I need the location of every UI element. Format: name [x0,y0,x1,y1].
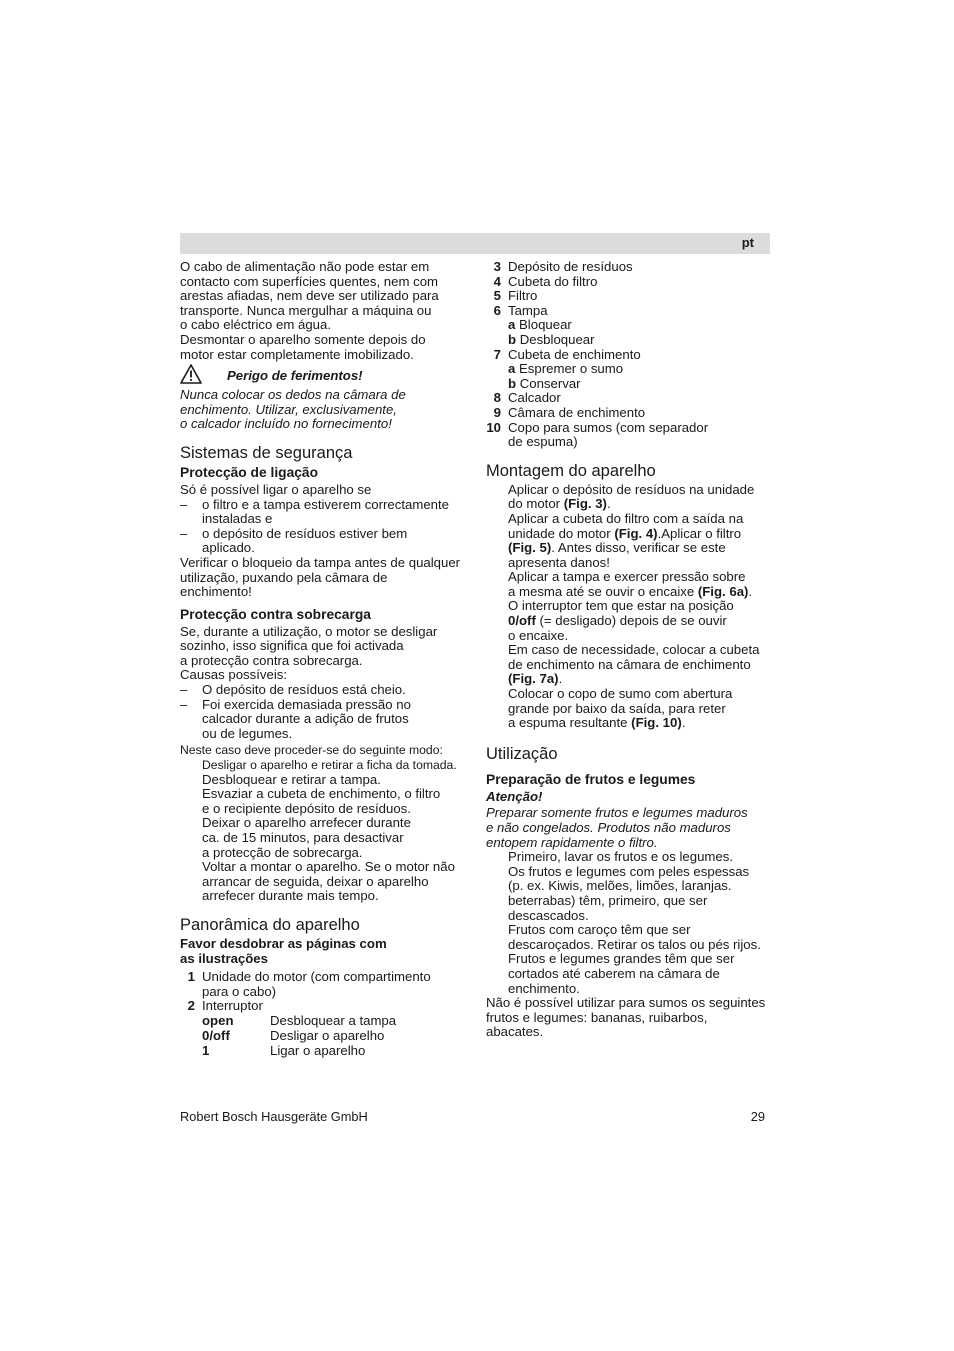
list-item: – o depósito de resíduos estiver bem aplicado. [180,527,468,556]
subsection-title-switch-protection: Protecção de ligação [180,464,319,480]
part-item-10: 10 Copo para sumos (com separador de espuma) [486,419,709,450]
part-item-9: 9 Câmara de enchimento [493,404,646,420]
section-title-usage: Utilização [486,744,558,763]
assembly-step: Colocar o copo de sumo com abertura grande por baixo da saída, para reter a espuma resultante (Fig. 10). [508,686,733,731]
procedure-step: Deixar o aparelho arrefecer durante ca. de 15 minutos, para desactivar a protecção de sobrecarga. [202,815,411,860]
assembly-step: O interruptor tem que estar na posição 0/off (= desligado) depois de se ouvir o encaixe. [508,598,734,643]
section-title-overview: Panorâmica do aparelho [180,915,360,934]
section-title-assembly: Montagem do aparelho [486,461,656,480]
footer-company: Robert Bosch Hausgeräte GmbH [180,1109,368,1124]
left-column [180,260,468,1060]
unsuitable-fruits-note: Não é possível utilizar para sumos os seguintes frutos e legumes: bananas, ruibarbos, abacates. [486,995,766,1040]
procedure-step: Desbloquear e retirar a tampa. [202,771,381,787]
assembly-step: Aplicar a tampa e exercer pressão sobre a mesma até se ouvir o encaixe (Fig. 6a). [508,569,753,599]
switch-position-off: 0/off Desligar o aparelho [202,1028,385,1044]
part-item-2: 2 Interruptor [187,998,263,1014]
list-item: – o filtro e a tampa estiverem correctamente instaladas e [180,498,468,527]
preparation-step: Os frutos e legumes com peles espessas (p. ex. Kiwis, melões, limões, laranjas. beterrabas) têm, primeiro, que ser descascados. [508,863,750,923]
procedure-step: Voltar a montar o aparelho. Se o motor não arrancar de seguida, deixar o aparelho arrefecer durante mais tempo. [202,859,455,904]
part-item-6: 6 Tampa [493,302,548,318]
part-item-3: 3 Depósito de resíduos [493,259,633,274]
warning-triangle-icon [180,364,202,384]
section-title-safety: Sistemas de segurança [180,443,353,462]
preparation-step: Primeiro, lavar os frutos e os legumes. [508,849,734,865]
assembly-step: Aplicar o depósito de resíduos na unidade do motor (Fig. 3). [508,481,755,512]
switch-protection-check: Verificar o bloqueio da tampa antes de qualquer utilização, puxando pela câmara de enchimento! [180,554,461,600]
assembly-step: Aplicar a cubeta do filtro com a saída na unidade do motor (Fig. 4).Aplicar o filtro (Fig. 5). Antes disso, verificar se este apresenta danos! [508,510,744,570]
warning-header [180,366,468,388]
switch-protection-intro: Só é possível ligar o aparelho se [180,481,372,497]
part-sub-item: a Espremer o sumo [508,361,624,377]
page-number: 29 [750,1109,765,1124]
procedure-step: Esvaziar a cubeta de enchimento, o filtro e o recipiente depósito de resíduos. [202,786,441,816]
subsection-title-overload: Protecção contra sobrecarga [180,606,371,622]
overload-text: Se, durante a utilização, o motor se desligar sozinho, isso significa que foi activada a protecção contra sobrecarga. Causas possíveis: [180,623,438,683]
subsection-title-preparation: Preparação de frutos e legumes [486,771,696,787]
switch-position-on: 1 Ligar o aparelho [202,1043,366,1059]
list-item: – O depósito de resíduos está cheio. [180,683,468,698]
intro-paragraph-2: Desmontar o aparelho somente depois do motor estar completamente imobilizado. [180,331,426,362]
language-code: pt [741,235,754,250]
list-item: – Foi exercida demasiada pressão no calcador durante a adição de frutos ou de legumes. [180,698,468,742]
procedure-step: Desligar o aparelho e retirar a ficha da tomada. [202,758,457,773]
switch-position-open: open Desbloquear a tampa [202,1012,397,1028]
part-item-5: 5 Filtro [493,288,538,304]
assembly-step: Em caso de necessidade, colocar a cubeta de enchimento na câmara de enchimento (Fig. 7a). [508,642,760,687]
preparation-step: Frutos com caroço têm que ser descaroçados. Retirar os talos ou pés rijos. [508,922,761,952]
preparation-step: Frutos e legumes grandes têm que ser cortados até caberem na câmara de enchimento. [508,951,735,996]
part-sub-item: a Bloquear [508,317,572,333]
part-item-4: 4 Cubeta do filtro [493,273,598,289]
attention-label: Atenção! [486,788,543,804]
procedure-intro: Neste caso deve proceder-se do seguinte modo: [180,743,443,758]
part-item-8: 8 Calcador [493,390,561,406]
warning-title: Perigo de ferimentos! [227,368,363,384]
part-item-7: 7 Cubeta de enchimento [493,346,641,362]
right-column [486,260,770,1040]
warning-text: Nunca colocar os dedos na câmara de enchimento. Utilizar, exclusivamente, o calcador incluído no fornecimento! [180,387,406,432]
part-sub-item: b Desbloquear [508,331,595,347]
part-sub-item: b Conservar [508,375,581,391]
attention-text: Preparar somente frutos e legumes maduros e não congelados. Produtos não maduros entopem rapidamente o filtro. [486,805,748,850]
overview-subtitle: Favor desdobrar as páginas com as ilustrações [180,935,387,966]
part-item-1: 1 Unidade do motor (com compartimento para o cabo) [187,969,431,999]
intro-paragraph-1: O cabo de alimentação não pode estar em contacto com superfícies quentes, nem com arestas afiadas, nem deve ser utilizado para transporte. Nunca mergulhar a máquina ou o cabo eléctrico em água. [180,259,439,333]
language-bar [180,233,770,254]
